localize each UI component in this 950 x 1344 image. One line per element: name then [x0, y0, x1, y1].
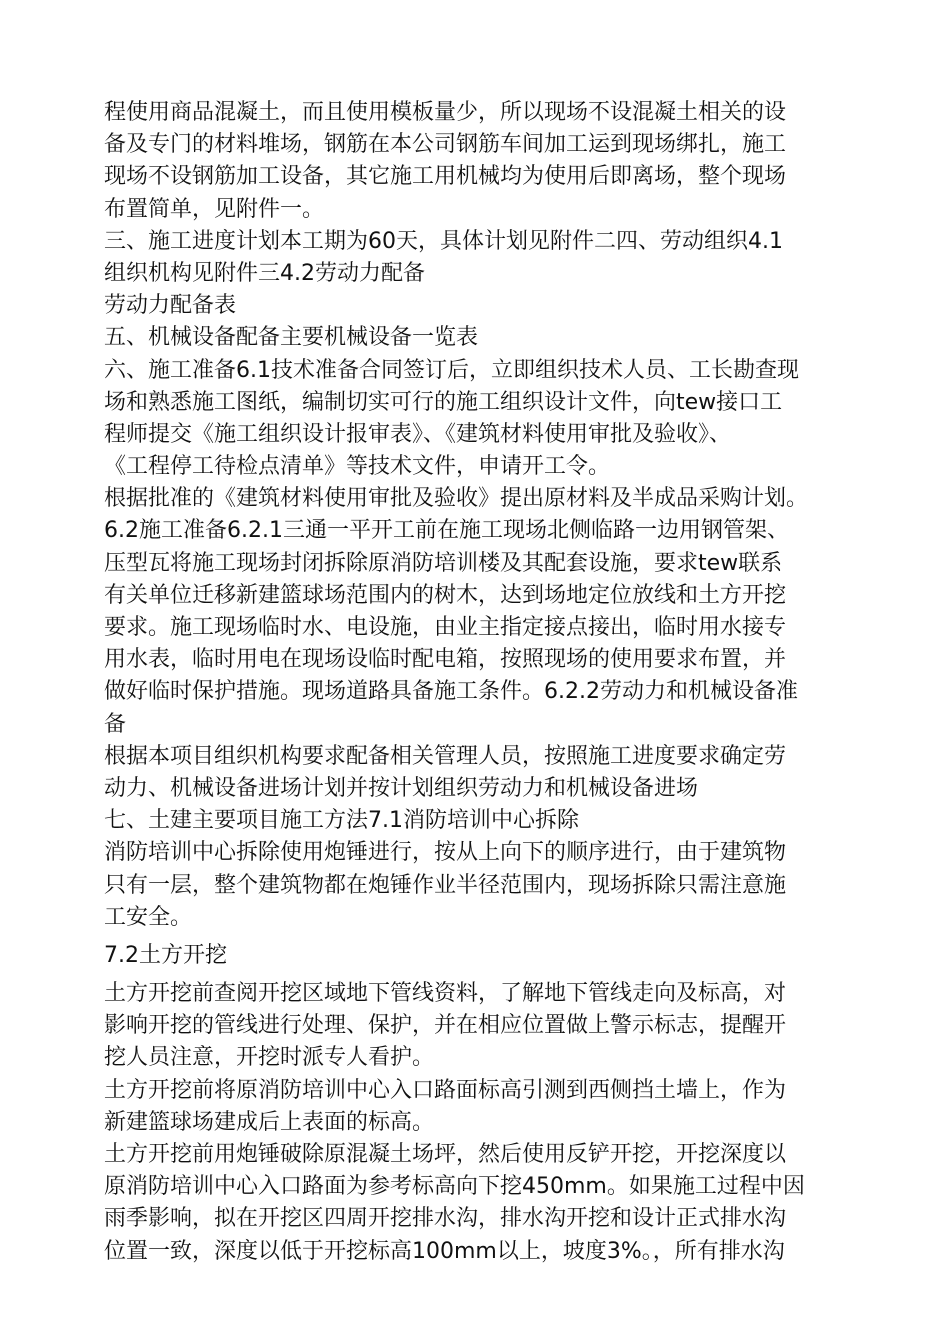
text-line: 五、机械设备配备主要机械设备一览表	[104, 325, 479, 351]
text-line: 动力、机械设备进场计划并按计划组织劳动力和机械设备进场	[104, 775, 699, 801]
text-line: 土方开挖前将原消防培训中心入口路面标高引测到西侧挡土墙上，作为	[104, 1077, 787, 1103]
text-line: 程师提交《施工组织设计报审表》、《建筑材料使用审批及验收》、	[104, 421, 732, 447]
text-line: 布置简单，见附件一。	[104, 196, 325, 222]
section-heading: 7.2土方开挖	[104, 942, 227, 968]
text-line: 位置一致，深度以低于开挖标高100mm以上，坡度3%。，所有排水沟	[104, 1238, 785, 1264]
text-line: 新建篮球场建成后上表面的标高。	[104, 1109, 435, 1135]
text-line: 《工程停工待检点清单》等技术文件，申请开工令。	[104, 454, 611, 480]
text-line: 消防培训中心拆除使用炮锤进行，按从上向下的顺序进行，由于建筑物	[104, 840, 787, 866]
text-line: 做好临时保护措施。现场道路具备施工条件。6.2.2劳动力和机械设备准	[104, 679, 798, 705]
text-line: 原消防培训中心入口路面为参考标高向下挖450mm。如果施工过程中因	[104, 1174, 805, 1200]
text-line: 根据本项目组织机构要求配备相关管理人员，按照施工进度要求确定劳	[104, 743, 787, 769]
text-line: 挖人员注意，开挖时派专人看护。	[104, 1045, 435, 1071]
text-line: 组织机构见附件三4.2劳动力配备	[104, 260, 425, 286]
text-line: 场和熟悉施工图纸，编制切实可行的施工组织设计文件，向tew接口工	[104, 389, 783, 415]
text-line: 备及专门的材料堆场，钢筋在本公司钢筋车间加工运到现场绑扎，施工	[104, 132, 787, 158]
text-line: 备	[104, 711, 127, 737]
text-line: 六、施工准备6.1技术准备合同签订后，立即组织技术人员、工长勘查现	[104, 357, 799, 383]
text-line: 土方开挖前查阅开挖区域地下管线资料，了解地下管线走向及标高，对	[104, 981, 787, 1007]
text-line: 劳动力配备表	[104, 293, 237, 319]
text-line: 6.2施工准备6.2.1三通一平开工前在施工现场北侧临路一边用钢管架、	[104, 518, 789, 544]
text-line: 要求。施工现场临时水、电设施，由业主指定接点接出，临时用水接专	[104, 615, 787, 640]
text-line: 只有一层，整个建筑物都在炮锤作业半径范围内，现场拆除只需注意施	[104, 872, 787, 898]
text-line: 压型瓦将施工现场封闭拆除原消防培训楼及其配套设施，要求tew联系	[104, 550, 783, 576]
text-line: 土方开挖前用炮锤破除原混凝土场坪，然后使用反铲开挖，开挖深度以	[104, 1142, 787, 1167]
text-line: 雨季影响，拟在开挖区四周开挖排水沟，排水沟开挖和设计正式排水沟	[104, 1206, 787, 1232]
text-line: 程使用商品混凝土，而且使用模板量少，所以现场不设混凝土相关的设	[104, 100, 787, 125]
text-line: 影响开挖的管线进行处理、保护，并在相应位置做上警示标志，提醒开	[104, 1013, 787, 1039]
text-line: 根据批准的《建筑材料使用审批及验收》提出原材料及半成品采购计划。	[104, 486, 809, 512]
text-line: 现场不设钢筋加工设备，其它施工用机械均为使用后即离场，整个现场	[104, 164, 787, 190]
text-line: 工安全。	[104, 904, 193, 930]
text-line: 三、施工进度计划本工期为60天，具体计划见附件二四、劳动组织4.1	[104, 228, 783, 254]
text-line: 七、土建主要项目施工方法7.1消防培训中心拆除	[104, 808, 579, 834]
text-line: 用水表，临时用电在现场设临时配电箱，按照现场的使用要求布置，并	[104, 647, 787, 673]
document-body	[104, 97, 864, 1268]
text-line: 有关单位迁移新建篮球场范围内的树木，达到场地定位放线和土方开挖	[104, 582, 787, 608]
